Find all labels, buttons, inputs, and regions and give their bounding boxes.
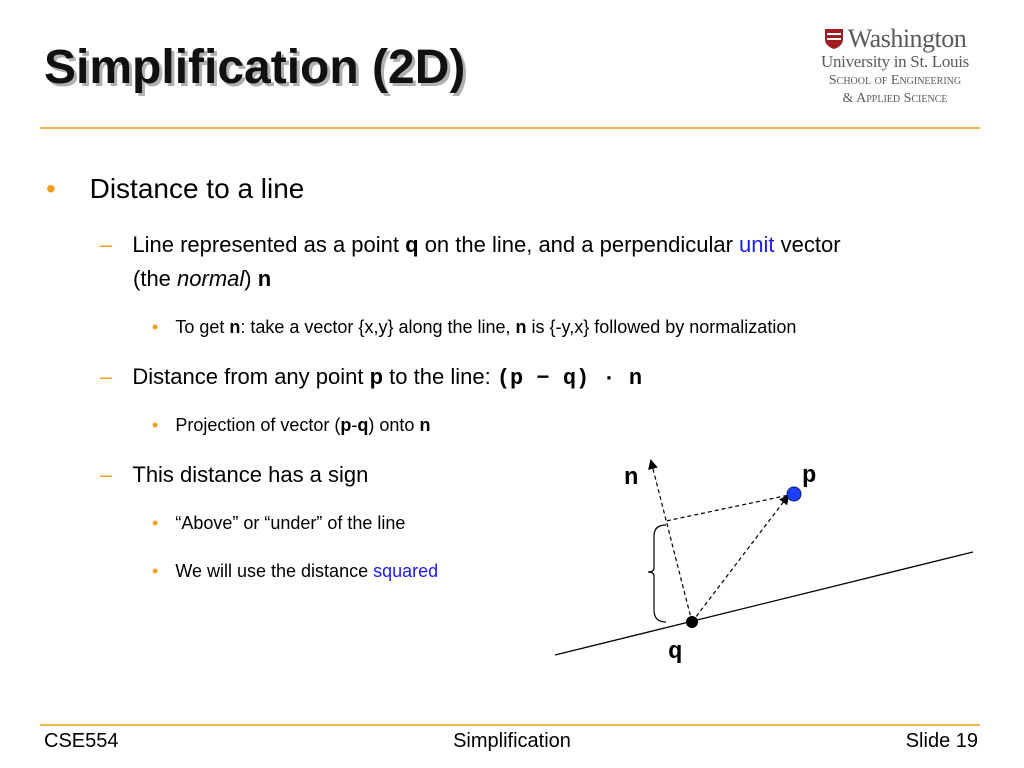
point-p: [787, 487, 801, 501]
bullet-marker: •: [152, 415, 159, 435]
dash-marker: –: [100, 462, 113, 487]
n-bold: n: [257, 266, 272, 291]
vector-q-to-p: [692, 496, 788, 622]
sub-bullet-distance-sign: [100, 458, 368, 492]
text: : take a vector {x,y} along the line,: [240, 317, 516, 337]
text: -: [351, 415, 358, 435]
text: Projection of vector (: [175, 415, 341, 435]
logo-line-applied: & Applied Science: [842, 91, 948, 106]
dash-marker: –: [100, 364, 113, 389]
label-p: p: [802, 463, 817, 490]
distance-brace: [648, 525, 666, 622]
dash-marker: –: [100, 232, 113, 257]
text: (the: [133, 266, 178, 291]
bullet-marker: •: [152, 513, 159, 533]
sub-bullet-line-represented-cont: [133, 262, 271, 296]
n-bold: n: [515, 317, 527, 337]
q-bold: q: [357, 415, 369, 435]
n-bold: n: [419, 415, 431, 435]
title-divider: [40, 127, 980, 129]
text: We will use the distance: [175, 561, 374, 581]
text: ): [244, 266, 258, 291]
sub-sub-bullet-distance-squared: [152, 559, 438, 583]
sub-bullet-distance-from-point: [100, 360, 642, 396]
footer-slide-number: Slide 19: [905, 730, 978, 752]
text: Line represented as a point: [132, 232, 406, 257]
projection-line: [666, 494, 794, 521]
distance-diagram: [540, 450, 980, 680]
sub-sub-bullet-to-get-n: [152, 315, 796, 339]
p-bold: p: [340, 415, 352, 435]
normal-italic: normal: [177, 266, 245, 291]
n-bold: n: [229, 317, 241, 337]
sub-sub-bullet-above-under: [152, 511, 405, 535]
unit-highlight: unit: [739, 232, 775, 257]
bullet-distance-to-line: [46, 172, 304, 206]
sub-sub-bullet-projection: [152, 413, 430, 437]
text: ) onto: [368, 415, 420, 435]
logo-line-school: School of Engineering: [828, 73, 962, 88]
bullet-marker: •: [46, 173, 56, 204]
footer-topic: Simplification: [453, 730, 571, 752]
text: Distance from any point: [132, 364, 370, 389]
label-n: n: [624, 465, 639, 492]
bullet-marker: •: [152, 317, 159, 337]
text: to the line:: [383, 364, 497, 389]
text: To get: [175, 317, 230, 337]
q-bold: q: [405, 232, 419, 257]
text: This distance has a sign: [132, 462, 369, 487]
text: on the line, and a perpendicular: [418, 232, 740, 257]
shield-icon: [824, 28, 844, 50]
footer-divider: [40, 724, 980, 726]
line: [555, 552, 973, 655]
p-bold: p: [369, 364, 384, 389]
logo-top-row: [806, 26, 984, 52]
point-q: [686, 616, 698, 628]
sub-bullet-line-represented: [100, 228, 841, 262]
footer-course: CSE554: [44, 730, 119, 752]
logo-line-university: University in St. Louis: [821, 52, 969, 71]
text: vector: [774, 232, 841, 257]
text: “Above” or “under” of the line: [175, 513, 406, 533]
normal-vector: [651, 461, 692, 622]
distance-formula: (p − q) · n: [496, 366, 643, 391]
squared-highlight: squared: [373, 561, 439, 581]
bullet-text: Distance to a line: [89, 173, 305, 204]
bullet-marker: •: [152, 561, 159, 581]
university-logo: [806, 26, 984, 108]
logo-line-washington: Washington: [847, 24, 967, 53]
label-q: q: [668, 639, 683, 666]
slide-title: Simplification (2D): [44, 41, 466, 94]
text: is {-y,x} followed by normalization: [526, 317, 797, 337]
